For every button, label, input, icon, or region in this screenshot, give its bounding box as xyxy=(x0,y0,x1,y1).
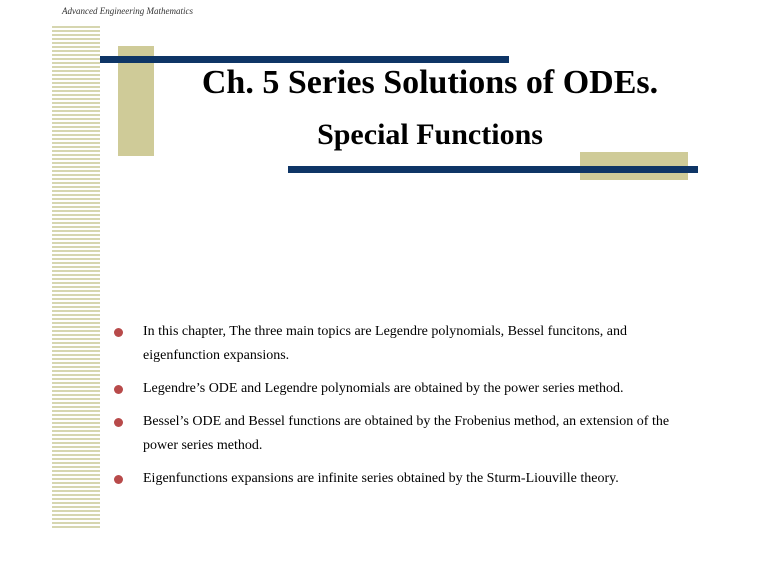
decorative-navy-bar-top xyxy=(100,56,509,63)
decorative-stripe-column xyxy=(52,26,100,530)
decorative-navy-bar-bottom xyxy=(288,166,698,173)
slide-title-line-2: Special Functions xyxy=(317,118,543,151)
bullet-text: Legendre’s ODE and Legendre polynomials are obtained by the power series method. xyxy=(143,381,624,396)
slide-title-line-1: Ch. 5 Series Solutions of ODEs. xyxy=(201,64,659,101)
bullet-item xyxy=(114,467,704,491)
bullet-item xyxy=(114,377,704,401)
bullet-dot-icon xyxy=(114,475,123,484)
bullet-text: Eigenfunctions expansions are infinite series obtained by the Sturm-Liouville theory. xyxy=(143,471,619,486)
bullet-text: In this chapter, The three main topics are Legendre polynomials, Bessel funcitons, and eigenfunction expansions. xyxy=(143,324,627,363)
bullet-dot-icon xyxy=(114,328,123,337)
bullet-text: Bessel’s ODE and Bessel functions are obtained by the Frobenius method, an extension of the power series method. xyxy=(143,414,670,453)
bullet-dot-icon xyxy=(114,385,123,394)
bullet-list xyxy=(114,320,704,500)
bullet-item xyxy=(114,320,704,368)
header-label: Advanced Engineering Mathematics xyxy=(62,6,193,16)
bullet-dot-icon xyxy=(114,418,123,427)
bullet-item xyxy=(114,410,704,458)
